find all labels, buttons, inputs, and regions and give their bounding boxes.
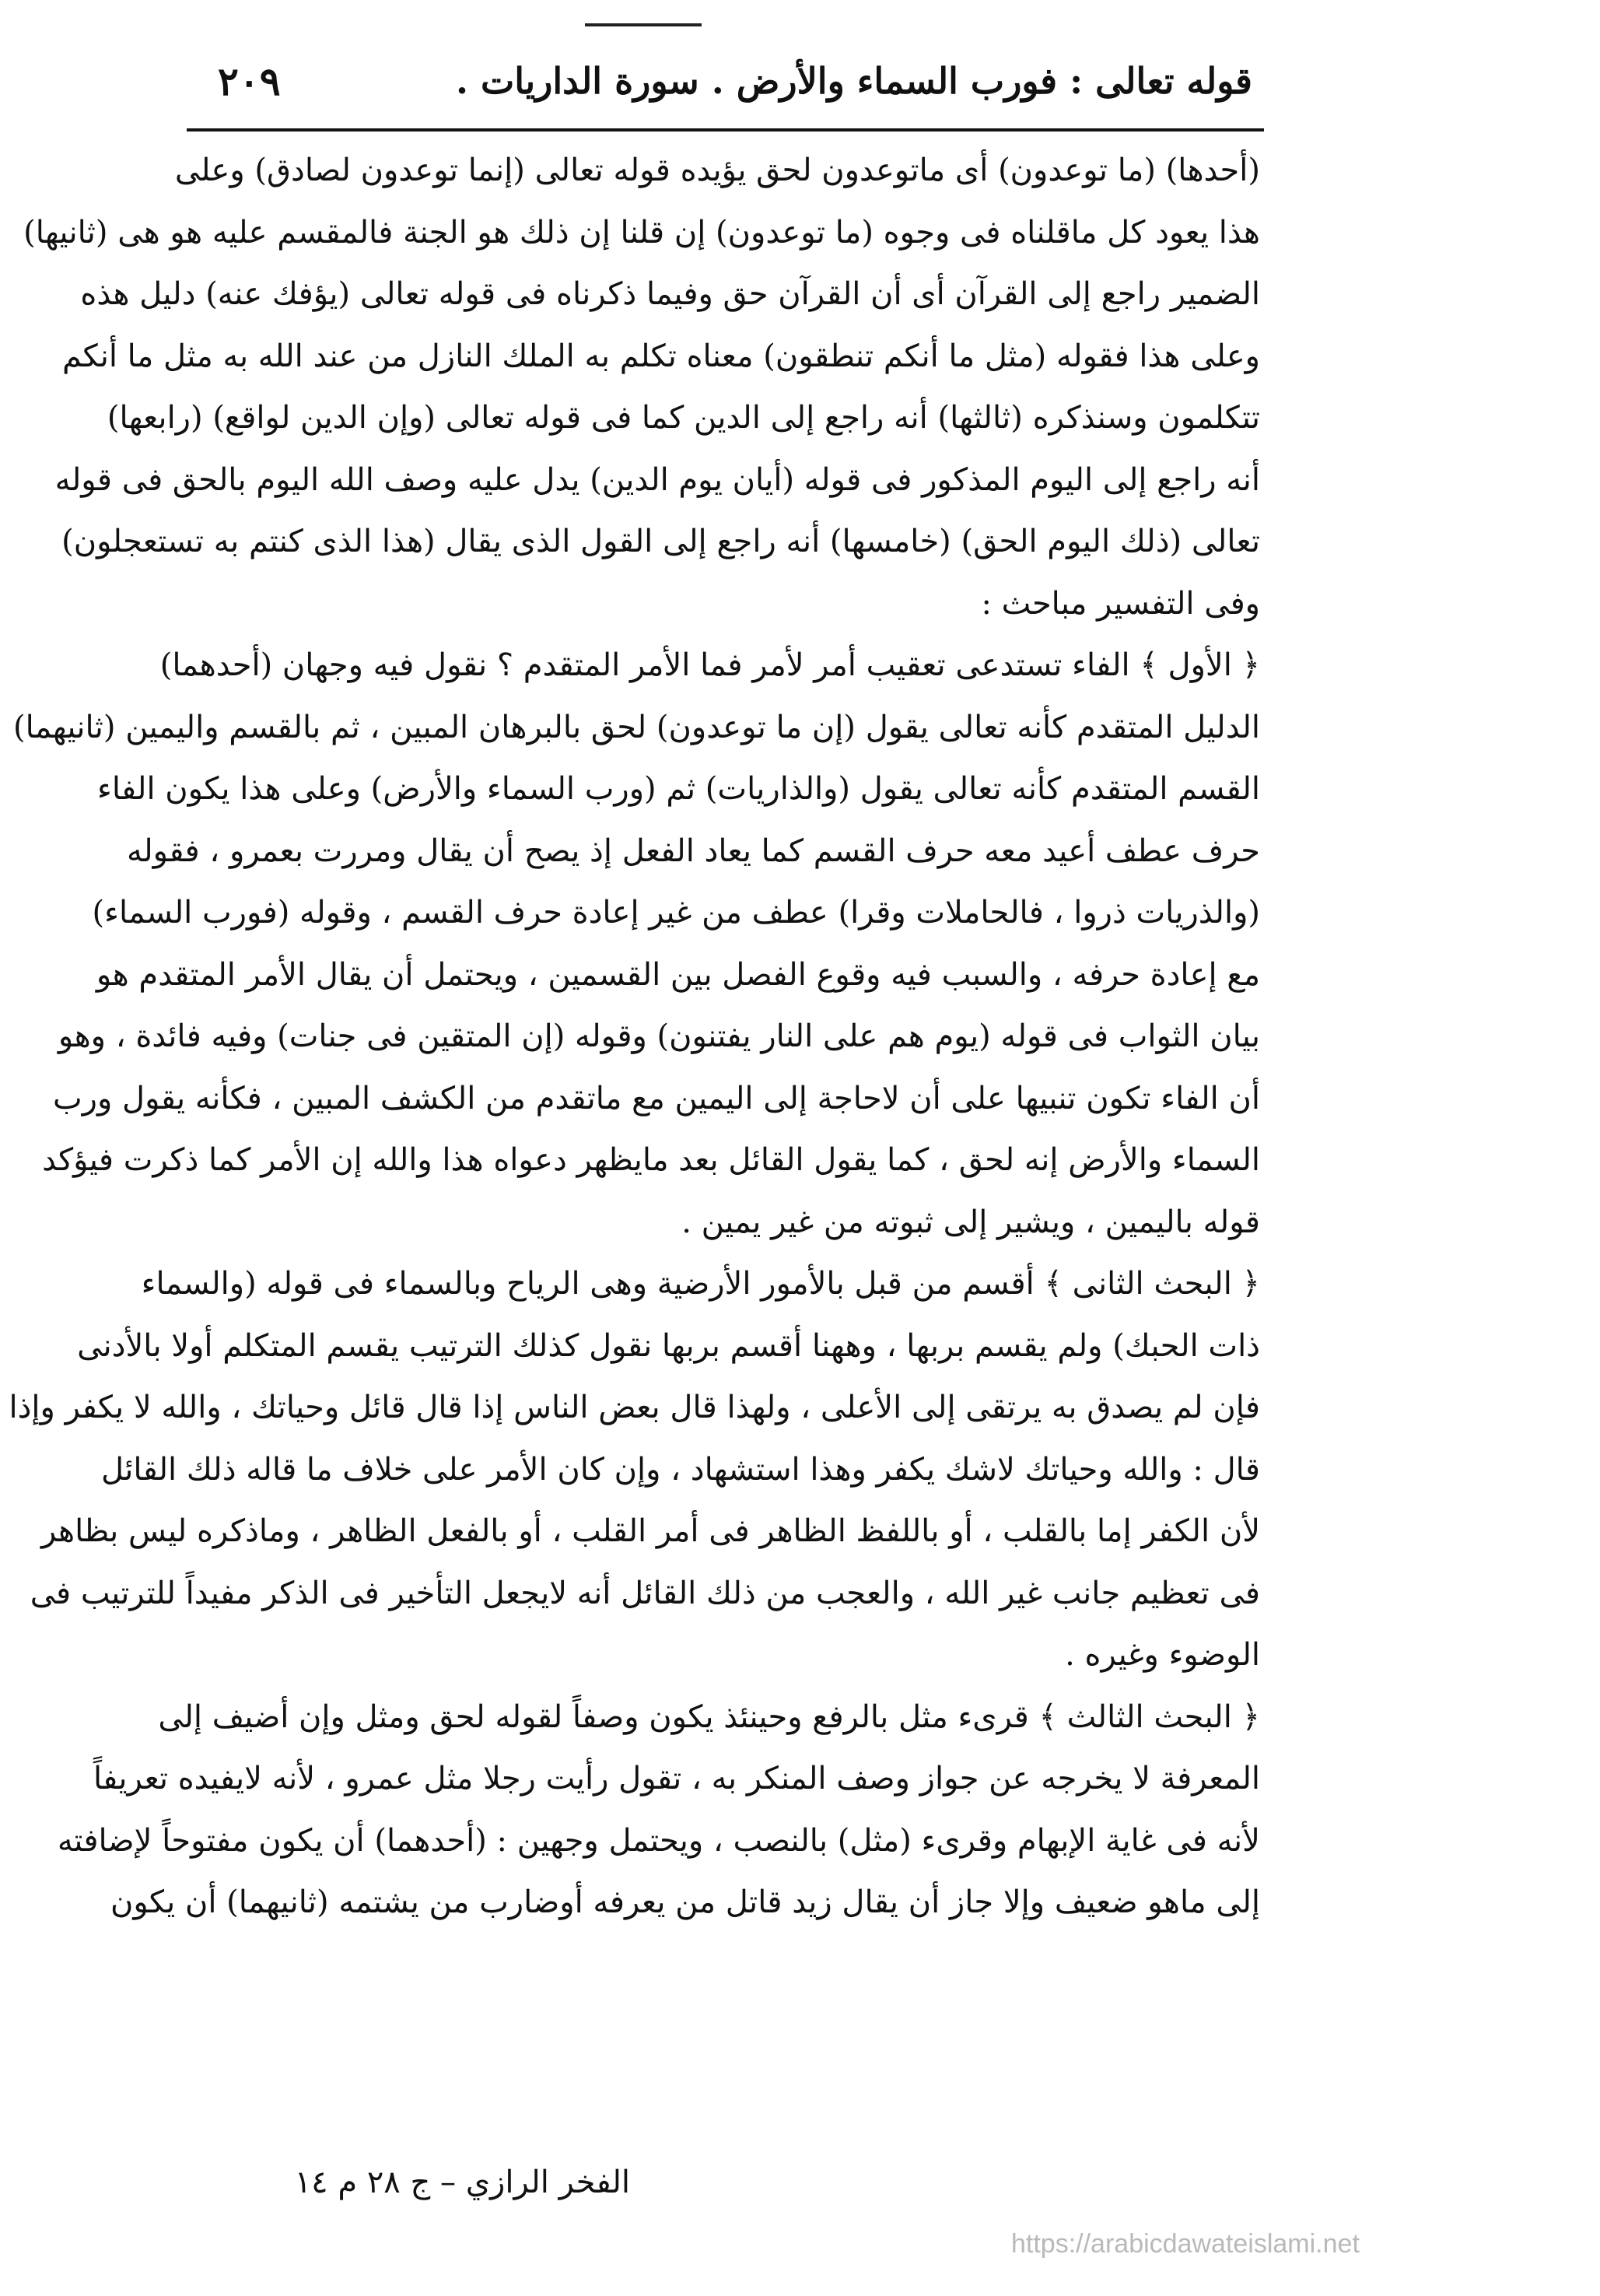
page-number: ٢٠٩: [218, 58, 281, 104]
text-line: وعلى هذا فقوله (مثل ما أنكم تنطقون) معناه تكلم به الملك النازل من عند الله به مثل ما أنكم: [62, 338, 1260, 374]
text-line: (والذريات ذروا ، فالحاملات وقرا) عطف من غير إعادة حرف القسم ، وقوله (فورب السماء): [92, 895, 1260, 931]
text-line: السماء والأرض إنه لحق ، كما يقول القائل بعد مايظهر دعواه هذا والله إن الأمر كما ذكرت فيؤكد: [42, 1142, 1260, 1178]
text-line: هذا يعود كل ماقلناه فى وجوه (ما توعدون) إن قلنا إن ذلك هو الجنة فالمقسم عليه هو هى (ثانيها): [23, 214, 1260, 251]
text-line: حرف عطف أعيد معه حرف القسم كما يعاد الفعل إذ يصح أن يقال ومررت بعمرو ، فقوله: [127, 833, 1260, 869]
running-title: قوله تعالى : فورب السماء والأرض . سورة الداريات .: [455, 60, 1252, 102]
text-line: لأن الكفر إما بالقلب ، أو باللفظ الظاهر فى أمر القلب ، أو بالفعل الظاهر ، وماذكره ليس بظاهر: [40, 1513, 1260, 1549]
text-line: قال : والله وحياتك لاشك يكفر وهذا استشهاد ، وإن كان الأمر على خلاف ما قاله ذلك القائل: [100, 1451, 1260, 1488]
text-line: وفى التفسير مباحث :: [981, 585, 1260, 622]
text-line: بيان الثواب فى قوله (يوم هم على النار يفتنون) وقوله (إن المتقين فى جنات) وفيه فائدة ، وهو: [58, 1018, 1260, 1054]
text-line: الوضوء وغيره .: [1065, 1637, 1260, 1673]
text-line: ﴿ البحث الثالث ﴾ قرىء مثل بالرفع وحينئذ يكون وصفاً لقوله لحق ومثل وإن أضيف إلى: [158, 1698, 1260, 1735]
watermark-url: https://arabicdawateislami.net: [1011, 2229, 1360, 2259]
text-line: فإن لم يصدق به يرتقى إلى الأعلى ، ولهذا قال بعض الناس إذا قال قائل وحياتك ، والله لا يكفر وإذا: [9, 1390, 1260, 1425]
header-rule: [187, 128, 1264, 131]
page-header: [194, 51, 1252, 124]
text-line: ذات الحبك) ولم يقسم بربها ، وههنا أقسم بربها نقول كذلك الترتيب يقسم المتكلم أولا بالأدنى: [77, 1327, 1260, 1364]
text-line: ﴿ الأول ﴾ الفاء تستدعى تعقيب أمر لأمر فما الأمر المتقدم ؟ نقول فيه وجهان (أحدهما): [159, 647, 1260, 683]
text-line: تعالى (ذلك اليوم الحق) (خامسها) أنه راجع إلى القول الذى يقال (هذا الذى كنتم به تستعجلون): [61, 524, 1260, 559]
top-margin-mark: [585, 23, 702, 26]
text-line: أن الفاء تكون تنبيها على أن لاحاجة إلى اليمين مع ماتقدم من الكشف المبين ، فكأنه يقول ورب: [53, 1080, 1260, 1116]
text-line: ﴿ البحث الثانى ﴾ أقسم من قبل بالأمور الأرضية وهى الرياح وبالسماء فى قوله (والسماء: [141, 1266, 1260, 1302]
text-line: أنه راجع إلى اليوم المذكور فى قوله (أيان يوم الدين) يدل عليه وصف الله اليوم بالحق فى قوله: [54, 461, 1260, 498]
text-line: لأنه فى غاية الإبهام وقرىء (مثل) بالنصب ، ويحتمل وجهين : (أحدهما) أن يكون مفتوحاً لإضافته: [57, 1822, 1260, 1859]
text-line: فى تعظيم جانب غير الله ، والعجب من ذلك القائل أنه لايجعل التأخير فى الذكر مفيداً للترتيب فى: [30, 1575, 1260, 1611]
text-line: قوله باليمين ، ويشير إلى ثبوته من غير يمين .: [681, 1204, 1260, 1240]
text-line: مع إعادة حرفه ، والسبب فيه وقوع الفصل بين القسمين ، ويحتمل أن يقال الأمر المتقدم هو: [96, 956, 1260, 993]
text-line: الضمير راجع إلى القرآن أى أن القرآن حق وفيما ذكرناه فى قوله تعالى (يؤفك عنه) دليل هذه: [80, 276, 1260, 312]
text-line: الدليل المتقدم كأنه تعالى يقول (إن ما توعدون) لحق بالبرهان المبين ، ثم بالقسم واليمين (ثانيهما): [13, 709, 1260, 745]
text-line: القسم المتقدم كأنه تعالى يقول (والذاريات) ثم (ورب السماء والأرض) وعلى هذا يكون الفاء: [97, 771, 1260, 807]
text-line: تتكلمون وسنذكره (ثالثها) أنه راجع إلى الدين كما فى قوله تعالى (وإن الدين لواقع) (رابعها): [107, 400, 1260, 436]
text-line: إلى ماهو ضعيف وإلا جاز أن يقال زيد قاتل من يعرفه أوضارب من يشتمه (ثانيهما) أن يكون: [110, 1884, 1260, 1920]
text-line: المعرفة لا يخرجه عن جواز وصف المنكر به ، تقول رأيت رجلا مثل عمرو ، لأنه لايفيده تعريفاً: [93, 1761, 1260, 1796]
page-footer: الفخر الرازي – ج ٢٨ م ١٤: [294, 2165, 630, 2200]
text-line: (أحدها) (ما توعدون) أى ماتوعدون لحق يؤيده قوله تعالى (إنما توعدون لصادق) وعلى: [174, 152, 1260, 188]
main-text: [9, 140, 1260, 1934]
